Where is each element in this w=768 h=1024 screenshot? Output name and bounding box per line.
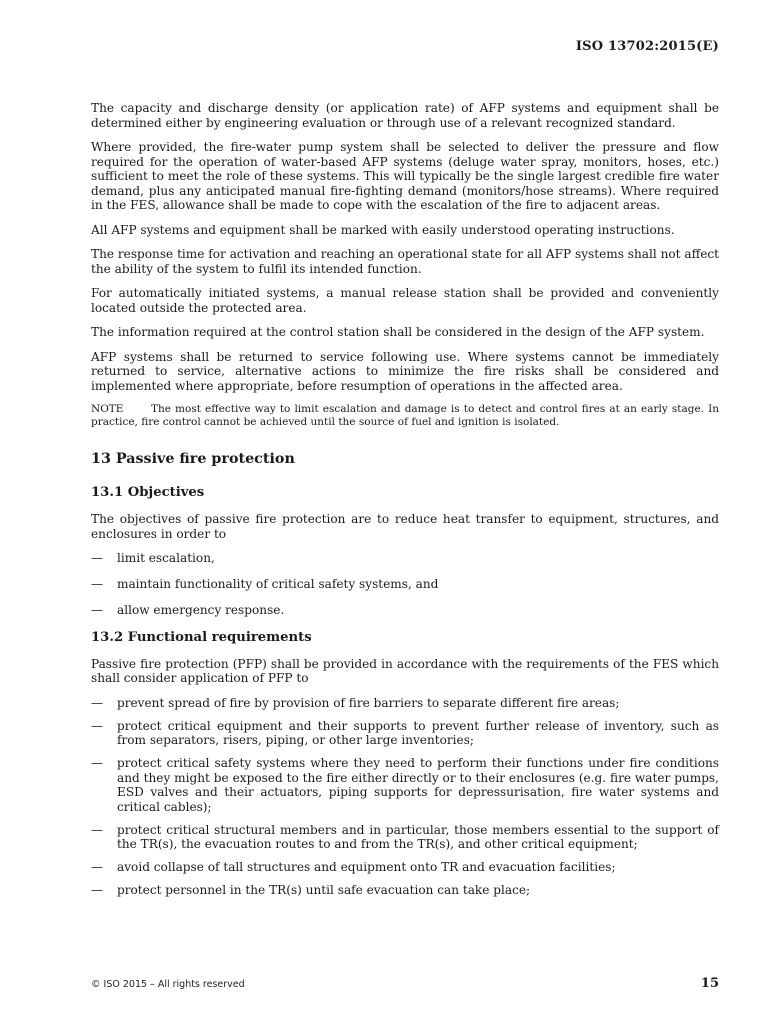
list-dash: — xyxy=(91,551,104,565)
list-item-text: protect personnel in the TR(s) until safe evacuation can take place; xyxy=(117,883,531,897)
paragraph-return-to-service: AFP systems shall be returned to service following use. Where systems cannot be immediately returned to service, alternative actions to minimize the fire risks shall be considered and implemented where appropriate, before resumption of operations in the affected area. xyxy=(91,349,719,393)
objectives-intro: The objectives of passive fire protection are to reduce heat transfer to equipment, structures, and enclosures in order to xyxy=(91,512,719,541)
paragraph-marking: All AFP systems and equipment shall be marked with easily understood operating instructions. xyxy=(91,222,675,237)
paragraph-control-station: The information required at the control station shall be considered in the design of the AFP system. xyxy=(91,325,705,339)
copyright-footer: © ISO 2015 – All rights reserved xyxy=(91,979,245,990)
list-item-text: protect critical equipment and their supports to prevent further release of inventory, such as from separators, risers, piping, or other large inventories; xyxy=(117,718,719,747)
paragraph-fire-water-pump: Where provided, the fire-water pump system shall be selected to deliver the pressure and flow required for the operation of water-based AFP systems (deluge water spray, monitors, hoses, etc.) sufficient to meet the role of these systems. This will typically be the single largest credible fire water demand, plus any anticipated manual fire-fighting demand (monitors/hose streams). Where required in the FES, allowance shall be made to cope with the escalation of the fire to adjacent areas. xyxy=(91,140,719,212)
list-item xyxy=(91,577,719,592)
body-text xyxy=(91,101,719,906)
list-item-text: protect critical safety systems where they need to perform their functions under fire conditions and they might be exposed to the fire either directly or to their enclosures (e.g. fire water pumps, ESD valves and their actuators, piping supports for depressurisation, fire water systems and critical cables); xyxy=(117,756,719,814)
list-dash: — xyxy=(91,756,104,770)
list-item-text: allow emergency response. xyxy=(117,603,285,617)
list-dash: — xyxy=(91,577,104,591)
list-item-text: maintain functionality of critical safety systems, and xyxy=(117,577,439,591)
list-dash: — xyxy=(91,883,104,897)
page-number: 15 xyxy=(700,976,719,991)
note xyxy=(91,403,719,429)
note-label: NOTE xyxy=(91,403,124,415)
list-item xyxy=(91,603,719,618)
list-dash: — xyxy=(91,718,104,733)
section-heading-passive-fire-protection: 13 Passive fire protection xyxy=(91,451,295,467)
list-item xyxy=(91,696,719,711)
paragraph-capacity: The capacity and discharge density (or application rate) of AFP systems and equipment shall be determined either by engineering evaluation or through use of a relevant recognized standard. xyxy=(91,101,719,130)
subsection-heading-objectives: 13.1 Objectives xyxy=(91,485,205,500)
list-item-text: prevent spread of fire by provision of fire barriers to separate different fire areas; xyxy=(117,695,620,710)
note-text: The most effective way to limit escalation and damage is to detect and control fires at an early stage. In practice, fire control cannot be achieved until the source of fuel and ignition is isolated. xyxy=(91,403,719,428)
list-item xyxy=(91,883,719,898)
list-item-text: limit escalation, xyxy=(117,551,215,565)
list-item-text: protect critical structural members and in particular, those members essential to the support of the TR(s), the evacuation routes to and from the TR(s), and other critical equipment; xyxy=(117,822,719,851)
list-item xyxy=(91,860,719,875)
paragraph-response-time: The response time for activation and reaching an operational state for all AFP systems shall not affect the ability of the system to fulfil its intended function. xyxy=(91,247,719,276)
list-dash: — xyxy=(91,603,104,617)
document-page xyxy=(91,0,719,1024)
list-item-text: avoid collapse of tall structures and equipment onto TR and evacuation facilities; xyxy=(117,860,616,874)
functional-intro: Passive fire protection (PFP) shall be provided in accordance with the requirements of the FES which shall consider application of PFP to xyxy=(91,656,719,685)
standard-id-header: ISO 13702:2015(E) xyxy=(575,39,719,54)
list-dash: — xyxy=(91,695,104,710)
objectives-list xyxy=(91,551,719,618)
paragraph-manual-release: For automatically initiated systems, a manual release station shall be provided and conveniently located outside the protected area. xyxy=(91,286,719,315)
list-dash: — xyxy=(91,822,104,837)
list-item xyxy=(91,719,719,748)
list-dash: — xyxy=(91,860,104,874)
functional-requirements-list xyxy=(91,696,719,898)
list-item xyxy=(91,756,719,814)
subsection-heading-functional-requirements: 13.2 Functional requirements xyxy=(91,629,312,645)
list-item xyxy=(91,551,719,566)
list-item xyxy=(91,823,719,852)
